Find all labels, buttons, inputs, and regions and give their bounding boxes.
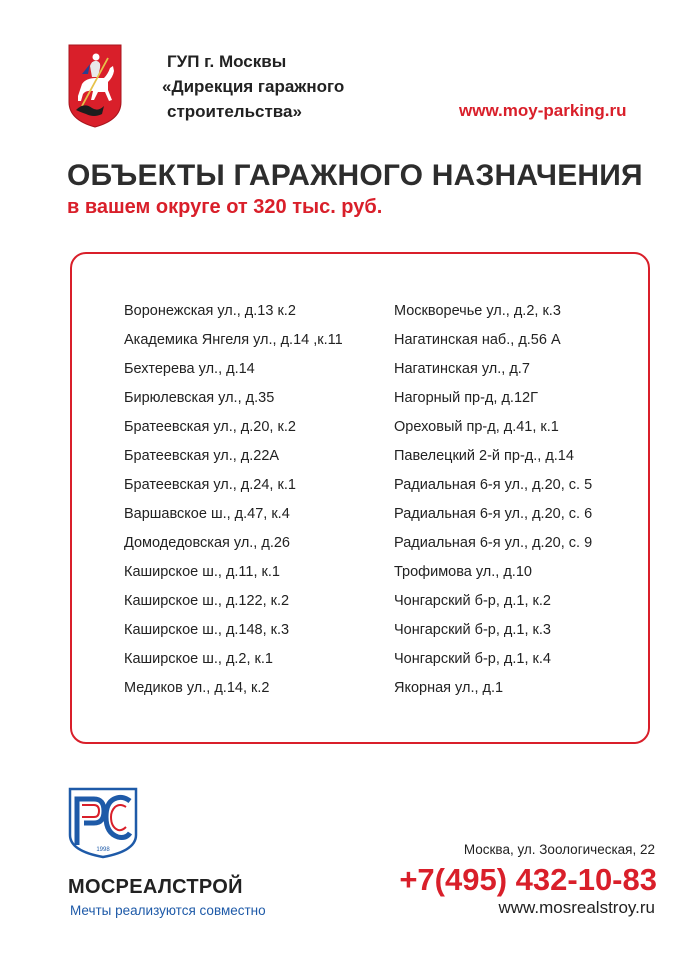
company-slogan: Мечты реализуются совместно	[70, 903, 266, 918]
org-name-line2: «Дирекция гаражного	[162, 77, 345, 96]
address-item: Каширское ш., д.11, к.1	[124, 564, 280, 580]
address-item: Воронежская ул., д.13 к.2	[124, 303, 296, 319]
address-item: Медиков ул., д.14, к.2	[124, 680, 270, 696]
address-item: Чонгарский б-р, д.1, к.2	[394, 593, 551, 609]
page-title: ОБЪЕКТЫ ГАРАЖНОГО НАЗНАЧЕНИЯ	[67, 159, 643, 192]
address-list-left	[124, 300, 343, 706]
address-item: Братеевская ул., д.24, к.1	[124, 477, 296, 493]
address-item: Трофимова ул., д.10	[394, 564, 532, 580]
mosrealstroy-logo-icon	[68, 787, 138, 859]
address-item: Братеевская ул., д.20, к.2	[124, 419, 296, 435]
address-item: Москворечье ул., д.2, к.3	[394, 303, 561, 319]
office-address: Москва, ул. Зоологическая, 22	[463, 842, 655, 857]
org-name-line1: ГУП г. Москвы	[167, 52, 287, 71]
address-list-right	[394, 300, 592, 706]
address-item: Радиальная 6-я ул., д.20, с. 9	[394, 535, 593, 551]
company-name: МОСРЕАЛСТРОЙ	[68, 876, 243, 898]
address-item: Братеевская ул., д.22А	[124, 448, 280, 464]
header-website-link[interactable]: www.moy-parking.ru	[459, 101, 627, 120]
address-item: Ореховый пр-д, д.41, к.1	[394, 419, 559, 435]
address-item: Якорная ул., д.1	[394, 680, 504, 696]
address-item: Варшавское ш., д.47, к.4	[124, 506, 290, 522]
logo-year: 1998	[96, 847, 110, 853]
address-item: Каширское ш., д.148, к.3	[124, 622, 290, 638]
address-item: Павелецкий 2-й пр-д., д.14	[394, 448, 574, 464]
address-item: Радиальная 6-я ул., д.20, с. 6	[394, 506, 593, 522]
moscow-coat-of-arms-icon	[68, 44, 122, 128]
price-subtitle: в вашем округе от 320 тыс. руб.	[67, 196, 383, 218]
address-item: Бирюлевская ул., д.35	[124, 390, 275, 406]
address-item: Бехтерева ул., д.14	[124, 361, 255, 377]
org-name-line3: строительства»	[167, 102, 302, 121]
address-item: Нагатинская ул., д.7	[394, 361, 530, 377]
address-item: Радиальная 6-я ул., д.20, с. 5	[394, 477, 593, 493]
address-item: Каширское ш., д.2, к.1	[124, 651, 273, 667]
address-item: Домодедовская ул., д.26	[124, 535, 290, 551]
address-item: Чонгарский б-р, д.1, к.3	[394, 622, 551, 638]
address-item: Академика Янгеля ул., д.14 ,к.11	[124, 332, 343, 348]
footer-website-link[interactable]: www.mosrealstroy.ru	[498, 898, 655, 917]
phone-number[interactable]: +7(495) 432-10-83	[399, 862, 657, 897]
address-item: Каширское ш., д.122, к.2	[124, 593, 290, 609]
address-item: Нагорный пр-д, д.12Г	[394, 390, 538, 406]
address-item: Нагатинская наб., д.56 А	[394, 332, 561, 348]
address-item: Чонгарский б-р, д.1, к.4	[394, 651, 551, 667]
